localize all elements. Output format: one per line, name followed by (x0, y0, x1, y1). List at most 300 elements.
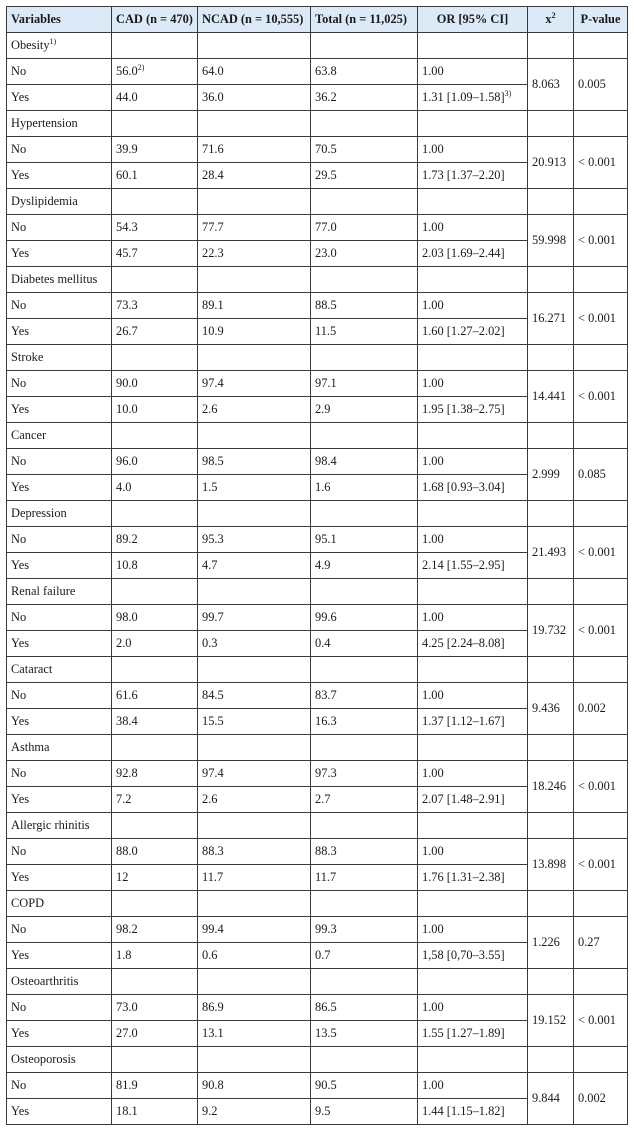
cad-value (112, 293, 198, 319)
header-or: OR [95% CI] (418, 7, 528, 33)
empty-cell (198, 111, 311, 137)
or-value-text: 1.00 (422, 297, 444, 312)
empty-cell (311, 501, 418, 527)
total-value: 4.9 (311, 553, 418, 579)
row-label: No (7, 293, 112, 319)
group-name-text: Diabetes mellitus (11, 271, 98, 286)
cad-value (112, 371, 198, 397)
or-value (418, 683, 528, 709)
total-value: 23.0 (311, 241, 418, 267)
empty-cell (574, 267, 628, 293)
total-value: 16.3 (311, 709, 418, 735)
cad-value-text: 7.2 (116, 791, 132, 806)
total-value: 13.5 (311, 1021, 418, 1047)
or-value (418, 1099, 528, 1125)
empty-cell (311, 1047, 418, 1073)
or-value-text: 1,58 [0,70–3.55] (422, 947, 505, 962)
empty-cell (112, 111, 198, 137)
empty-cell (311, 189, 418, 215)
empty-cell (528, 345, 574, 371)
cad-value (112, 59, 198, 85)
or-value-text: 2.14 [1.55–2.95] (422, 557, 505, 572)
empty-cell (418, 501, 528, 527)
or-value-text: 1.00 (422, 609, 444, 624)
or-value (418, 397, 528, 423)
total-value: 90.5 (311, 1073, 418, 1099)
empty-cell (198, 813, 311, 839)
empty-cell (198, 657, 311, 683)
ncad-value: 28.4 (198, 163, 311, 189)
ncad-value: 89.1 (198, 293, 311, 319)
or-value-text: 1.37 [1.12–1.67] (422, 713, 505, 728)
ncad-value: 97.4 (198, 761, 311, 787)
empty-cell (112, 735, 198, 761)
total-value: 95.1 (311, 527, 418, 553)
group-name (7, 657, 112, 683)
or-value (418, 527, 528, 553)
ncad-value: 99.7 (198, 605, 311, 631)
p-value: 0.27 (574, 917, 628, 969)
table-row (7, 371, 628, 397)
cad-value (112, 475, 198, 501)
group-name-text: Obesity (11, 37, 50, 52)
empty-cell (528, 33, 574, 59)
total-value: 11.5 (311, 319, 418, 345)
group-header-row (7, 33, 628, 59)
ncad-value: 64.0 (198, 59, 311, 85)
group-name-text: Renal failure (11, 583, 76, 598)
or-value (418, 475, 528, 501)
empty-cell (112, 33, 198, 59)
table-row (7, 137, 628, 163)
ncad-value: 4.7 (198, 553, 311, 579)
cad-value-text: 2.0 (116, 635, 132, 650)
empty-cell (311, 111, 418, 137)
empty-cell (574, 111, 628, 137)
group-header-row (7, 813, 628, 839)
empty-cell (198, 423, 311, 449)
or-value (418, 839, 528, 865)
p-value: 0.005 (574, 59, 628, 111)
ncad-value: 86.9 (198, 995, 311, 1021)
chi-square-value: 21.493 (528, 527, 574, 579)
ncad-value: 36.0 (198, 85, 311, 111)
empty-cell (112, 657, 198, 683)
cad-value (112, 605, 198, 631)
empty-cell (311, 423, 418, 449)
header-ncad: NCAD (n = 10,555) (198, 7, 311, 33)
or-value (418, 865, 528, 891)
or-value-text: 1.44 [1.15–1.82] (422, 1103, 505, 1118)
empty-cell (528, 735, 574, 761)
empty-cell (574, 1047, 628, 1073)
cad-value-text: 45.7 (116, 245, 138, 260)
chi-square-value: 13.898 (528, 839, 574, 891)
empty-cell (198, 579, 311, 605)
or-value (418, 787, 528, 813)
total-value: 86.5 (311, 995, 418, 1021)
empty-cell (311, 579, 418, 605)
cad-value (112, 449, 198, 475)
empty-cell (574, 891, 628, 917)
cad-value-text: 60.1 (116, 167, 138, 182)
cad-value-text: 10.0 (116, 401, 138, 416)
empty-cell (418, 423, 528, 449)
cad-value-text: 38.4 (116, 713, 138, 728)
or-value-text: 1.00 (422, 453, 444, 468)
cad-value (112, 241, 198, 267)
ncad-value: 77.7 (198, 215, 311, 241)
group-header-row (7, 345, 628, 371)
row-label: No (7, 1073, 112, 1099)
ncad-value: 10.9 (198, 319, 311, 345)
group-header-row (7, 579, 628, 605)
total-value: 29.5 (311, 163, 418, 189)
cad-value (112, 527, 198, 553)
p-value: < 0.001 (574, 371, 628, 423)
empty-cell (311, 969, 418, 995)
table-row (7, 839, 628, 865)
empty-cell (198, 33, 311, 59)
table-row (7, 59, 628, 85)
empty-cell (574, 579, 628, 605)
cad-value (112, 709, 198, 735)
group-name-text: Osteoarthritis (11, 973, 79, 988)
header-variables: Variables (7, 7, 112, 33)
ncad-value: 90.8 (198, 1073, 311, 1099)
group-name-text: Osteoporosis (11, 1051, 76, 1066)
or-value (418, 1021, 528, 1047)
cad-value (112, 163, 198, 189)
cad-value-text: 18.1 (116, 1103, 138, 1118)
total-value: 2.7 (311, 787, 418, 813)
ncad-value: 22.3 (198, 241, 311, 267)
header-total: Total (n = 11,025) (311, 7, 418, 33)
empty-cell (112, 1047, 198, 1073)
chi-square-value: 59.998 (528, 215, 574, 267)
empty-cell (418, 1047, 528, 1073)
chi-square-value: 16.271 (528, 293, 574, 345)
empty-cell (418, 657, 528, 683)
row-label: Yes (7, 397, 112, 423)
p-value: 0.002 (574, 683, 628, 735)
total-value: 77.0 (311, 215, 418, 241)
empty-cell (311, 267, 418, 293)
or-value-text: 1.31 [1.09–1.58] (422, 89, 505, 104)
p-value: < 0.001 (574, 839, 628, 891)
or-value (418, 761, 528, 787)
empty-cell (574, 423, 628, 449)
or-value-text: 1.68 [0.93–3.04] (422, 479, 505, 494)
empty-cell (574, 189, 628, 215)
cad-value-text: 12 (116, 869, 129, 884)
total-value: 36.2 (311, 85, 418, 111)
table-row (7, 761, 628, 787)
empty-cell (198, 891, 311, 917)
p-value: < 0.001 (574, 215, 628, 267)
group-header-row (7, 267, 628, 293)
or-value-text: 1.00 (422, 141, 444, 156)
or-value-text: 1.55 [1.27–1.89] (422, 1025, 505, 1040)
empty-cell (311, 657, 418, 683)
total-value: 70.5 (311, 137, 418, 163)
cad-value-text: 54.3 (116, 219, 138, 234)
empty-cell (418, 579, 528, 605)
or-value-text: 1.00 (422, 375, 444, 390)
cad-value-text: 96.0 (116, 453, 138, 468)
or-value (418, 631, 528, 657)
ncad-value: 9.2 (198, 1099, 311, 1125)
empty-cell (311, 891, 418, 917)
row-label: No (7, 761, 112, 787)
or-value (418, 917, 528, 943)
cad-value-text: 81.9 (116, 1077, 138, 1092)
ncad-value: 2.6 (198, 787, 311, 813)
chi-square-value: 2.999 (528, 449, 574, 501)
group-name (7, 501, 112, 527)
empty-cell (311, 813, 418, 839)
row-label: Yes (7, 865, 112, 891)
total-value: 88.3 (311, 839, 418, 865)
ncad-value: 1.5 (198, 475, 311, 501)
cad-value (112, 137, 198, 163)
cad-value (112, 865, 198, 891)
group-name (7, 189, 112, 215)
empty-cell (112, 501, 198, 527)
empty-cell (311, 345, 418, 371)
empty-cell (528, 267, 574, 293)
table-row (7, 215, 628, 241)
total-value: 97.1 (311, 371, 418, 397)
row-label: Yes (7, 85, 112, 111)
p-value: 0.002 (574, 1073, 628, 1125)
header-chi-base: x (545, 11, 552, 26)
empty-cell (112, 579, 198, 605)
group-name-text: Hypertension (11, 115, 78, 130)
ncad-value: 95.3 (198, 527, 311, 553)
or-value (418, 85, 528, 111)
cad-value-text: 98.2 (116, 921, 138, 936)
ncad-value: 15.5 (198, 709, 311, 735)
p-value: < 0.001 (574, 761, 628, 813)
or-value-text: 1.00 (422, 531, 444, 546)
empty-cell (574, 345, 628, 371)
ncad-value: 99.4 (198, 917, 311, 943)
or-value-text: 1.00 (422, 219, 444, 234)
group-name (7, 267, 112, 293)
header-chi-square (528, 7, 574, 33)
row-label: Yes (7, 943, 112, 969)
group-name-text: Asthma (11, 739, 50, 754)
group-header-row (7, 189, 628, 215)
cad-value-text: 98.0 (116, 609, 138, 624)
empty-cell (418, 891, 528, 917)
p-value: < 0.001 (574, 137, 628, 189)
or-value (418, 995, 528, 1021)
or-value (418, 319, 528, 345)
group-name-text: Cataract (11, 661, 53, 676)
header-p-value: P-value (574, 7, 628, 33)
cad-value (112, 85, 198, 111)
cad-value-text: 10.8 (116, 557, 138, 572)
empty-cell (112, 189, 198, 215)
cad-value-text: 39.9 (116, 141, 138, 156)
row-label: Yes (7, 709, 112, 735)
cad-value-footnote: 2) (137, 62, 145, 72)
row-label: No (7, 215, 112, 241)
header-row (7, 7, 628, 33)
empty-cell (418, 267, 528, 293)
row-label: No (7, 527, 112, 553)
group-header-row (7, 735, 628, 761)
group-name-text: Cancer (11, 427, 47, 442)
table-row (7, 605, 628, 631)
table-row (7, 995, 628, 1021)
total-value: 97.3 (311, 761, 418, 787)
group-name-text: Dyslipidemia (11, 193, 78, 208)
empty-cell (112, 891, 198, 917)
cad-value-text: 92.8 (116, 765, 138, 780)
or-value-text: 2.03 [1.69–2.44] (422, 245, 505, 260)
or-value (418, 449, 528, 475)
total-value: 9.5 (311, 1099, 418, 1125)
empty-cell (198, 189, 311, 215)
ncad-value: 0.6 (198, 943, 311, 969)
empty-cell (418, 735, 528, 761)
chi-square-value: 9.844 (528, 1073, 574, 1125)
empty-cell (528, 579, 574, 605)
empty-cell (574, 33, 628, 59)
or-value-text: 1.73 [1.37–2.20] (422, 167, 505, 182)
or-value (418, 163, 528, 189)
or-value (418, 1073, 528, 1099)
ncad-value: 0.3 (198, 631, 311, 657)
empty-cell (528, 423, 574, 449)
p-value: < 0.001 (574, 605, 628, 657)
row-label: Yes (7, 319, 112, 345)
row-label: No (7, 449, 112, 475)
cad-value-text: 61.6 (116, 687, 138, 702)
cad-value-text: 27.0 (116, 1025, 138, 1040)
total-value: 0.4 (311, 631, 418, 657)
cad-value (112, 683, 198, 709)
chi-square-value: 9.436 (528, 683, 574, 735)
group-header-row (7, 501, 628, 527)
group-header-row (7, 111, 628, 137)
group-name-text: Allergic rhinitis (11, 817, 90, 832)
empty-cell (418, 189, 528, 215)
total-value: 83.7 (311, 683, 418, 709)
chi-square-value: 1.226 (528, 917, 574, 969)
row-label: Yes (7, 631, 112, 657)
group-name (7, 891, 112, 917)
empty-cell (112, 423, 198, 449)
row-label: No (7, 683, 112, 709)
empty-cell (311, 33, 418, 59)
ncad-value: 71.6 (198, 137, 311, 163)
empty-cell (418, 345, 528, 371)
chi-square-value: 20.913 (528, 137, 574, 189)
row-label: No (7, 839, 112, 865)
group-name-footnote: 1) (49, 36, 57, 46)
cad-value (112, 943, 198, 969)
group-name (7, 33, 112, 59)
group-header-row (7, 423, 628, 449)
group-name (7, 735, 112, 761)
or-value-text: 1.00 (422, 63, 444, 78)
empty-cell (574, 735, 628, 761)
cad-value-text: 4.0 (116, 479, 132, 494)
group-header-row (7, 969, 628, 995)
empty-cell (198, 501, 311, 527)
or-value (418, 605, 528, 631)
table-row (7, 1073, 628, 1099)
p-value: < 0.001 (574, 293, 628, 345)
cad-value (112, 995, 198, 1021)
empty-cell (198, 735, 311, 761)
empty-cell (528, 111, 574, 137)
group-name-text: Stroke (11, 349, 44, 364)
empty-cell (198, 345, 311, 371)
or-value-text: 4.25 [2.24–8.08] (422, 635, 505, 650)
ncad-value: 98.5 (198, 449, 311, 475)
cad-value-text: 90.0 (116, 375, 138, 390)
ncad-value: 84.5 (198, 683, 311, 709)
group-header-row (7, 657, 628, 683)
comorbidity-table (6, 6, 628, 1125)
empty-cell (574, 501, 628, 527)
cad-value (112, 215, 198, 241)
or-value-text: 2.07 [1.48–2.91] (422, 791, 505, 806)
row-label: No (7, 917, 112, 943)
cad-value (112, 761, 198, 787)
total-value: 98.4 (311, 449, 418, 475)
cad-value (112, 1099, 198, 1125)
group-header-row (7, 1047, 628, 1073)
or-value-text: 1.00 (422, 765, 444, 780)
table-row (7, 917, 628, 943)
empty-cell (528, 189, 574, 215)
row-label: Yes (7, 1099, 112, 1125)
empty-cell (198, 969, 311, 995)
or-value-text: 1.00 (422, 843, 444, 858)
or-value (418, 137, 528, 163)
cad-value (112, 1021, 198, 1047)
table-row (7, 293, 628, 319)
header-cad: CAD (n = 470) (112, 7, 198, 33)
row-label: Yes (7, 1021, 112, 1047)
cad-value-text: 56.0 (116, 63, 138, 78)
group-name (7, 969, 112, 995)
group-name (7, 111, 112, 137)
or-value-footnote: 3) (504, 88, 512, 98)
empty-cell (418, 969, 528, 995)
cad-value (112, 553, 198, 579)
empty-cell (112, 345, 198, 371)
or-value (418, 241, 528, 267)
empty-cell (198, 267, 311, 293)
row-label: No (7, 137, 112, 163)
empty-cell (528, 813, 574, 839)
p-value: < 0.001 (574, 527, 628, 579)
cad-value (112, 1073, 198, 1099)
ncad-value: 97.4 (198, 371, 311, 397)
total-value: 99.6 (311, 605, 418, 631)
empty-cell (528, 969, 574, 995)
or-value-text: 1.95 [1.38–2.75] (422, 401, 505, 416)
total-value: 1.6 (311, 475, 418, 501)
group-name (7, 579, 112, 605)
